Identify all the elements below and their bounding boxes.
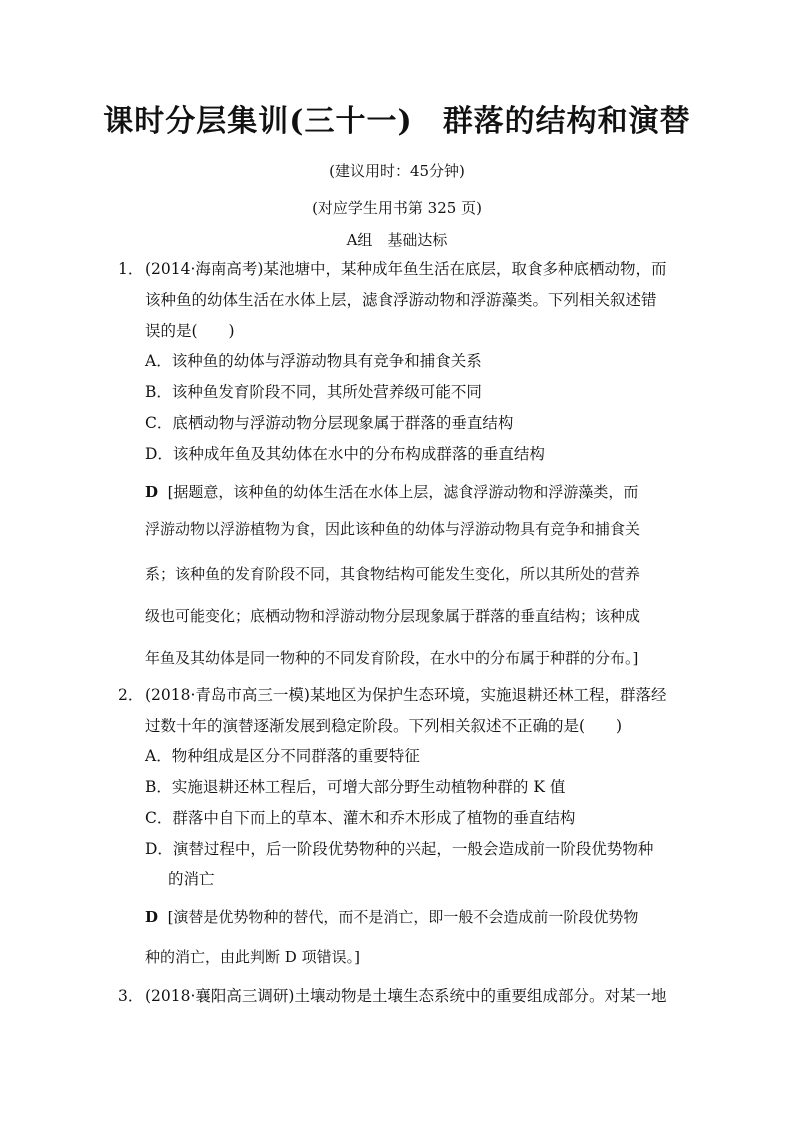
question-1-line: 误的是( ) [145, 322, 235, 340]
answer-text: 浮游动物以浮游植物为食，因此该种鱼的幼体与浮游动物具有竞争和捕食关 [145, 520, 641, 538]
question-1-line: 该种鱼的幼体生活在水体上层，滤食浮游动物和浮游藻类。下列相关叙述错 [145, 291, 657, 309]
question-2-answer [145, 906, 638, 928]
book-reference: (对应学生用书第 325 页) [312, 199, 482, 217]
question-2-number: 2． [118, 686, 144, 704]
question-2-option-a: A．物种组成是区分不同群落的重要特征 [145, 747, 420, 765]
question-1-option-c: C．底栖动物与浮游动物分层现象属于群落的垂直结构 [145, 414, 514, 432]
group-title: A组 基础达标 [346, 231, 448, 249]
question-1-option-a: A．该种鱼的幼体与浮游动物具有竞争和捕食关系 [145, 352, 482, 370]
time-hint: (建议用时：45分钟) [329, 162, 465, 180]
question-1-answer [145, 481, 638, 503]
question-3-number: 3． [118, 987, 144, 1005]
title-topic: 群落的结构和演替 [442, 104, 691, 139]
answer-text: 年鱼及其幼体是同一物种的不同发育阶段，在水中的分布属于种群的分布。] [145, 649, 639, 667]
question-1-option-b: B．该种鱼发育阶段不同，其所处营养级可能不同 [145, 383, 482, 401]
answer-text: 级也可能变化；底栖动物和浮游动物分层现象属于群落的垂直结构；该种成 [145, 607, 641, 625]
question-2-line: 过数十年的演替逐渐发展到稳定阶段。下列相关叙述不正确的是( ) [145, 717, 623, 735]
answer-key: D [145, 483, 159, 501]
title-main: 课时分层集训(三十一) [103, 104, 413, 139]
question-3-line: (2018·襄阳高三调研)土壤动物是土壤生态系统中的重要组成部分。对某一地 [145, 987, 667, 1005]
answer-text: [据题意，该种鱼的幼体生活在水体上层，滤食浮游动物和浮游藻类，而 [167, 483, 639, 501]
question-2-option-c: C．群落中自下而上的草本、灌木和乔木形成了植物的垂直结构 [145, 809, 576, 827]
answer-text: 种的消亡，由此判断 D 项错误。] [145, 948, 360, 966]
question-1-option-d: D．该种成年鱼及其幼体在水中的分布构成群落的垂直结构 [145, 445, 545, 463]
question-2-option-d-cont: 的消亡 [168, 870, 215, 888]
question-1-number: 1． [118, 260, 144, 278]
answer-text: 系；该种鱼的发育阶段不同，其食物结构可能发生变化，所以其所处的营养 [145, 565, 641, 583]
question-2-line: (2018·青岛市高三一模)某地区为保护生态环境，实施退耕还林工程，群落经 [145, 686, 667, 704]
question-2-option-b: B．实施退耕还林工程后，可增大部分野生动植物种群的 K 值 [145, 778, 566, 796]
answer-key: D [145, 908, 159, 926]
question-1-line: (2014·海南高考)某池塘中，某种成年鱼生活在底层，取食多种底栖动物，而 [145, 260, 667, 278]
page-title [0, 96, 794, 140]
question-2-option-d: D．演替过程中，后一阶段优势物种的兴起，一般会造成前一阶段优势物种 [145, 840, 654, 858]
answer-text: [演替是优势物种的替代，而不是消亡，即一般不会造成前一阶段优势物 [167, 908, 639, 926]
